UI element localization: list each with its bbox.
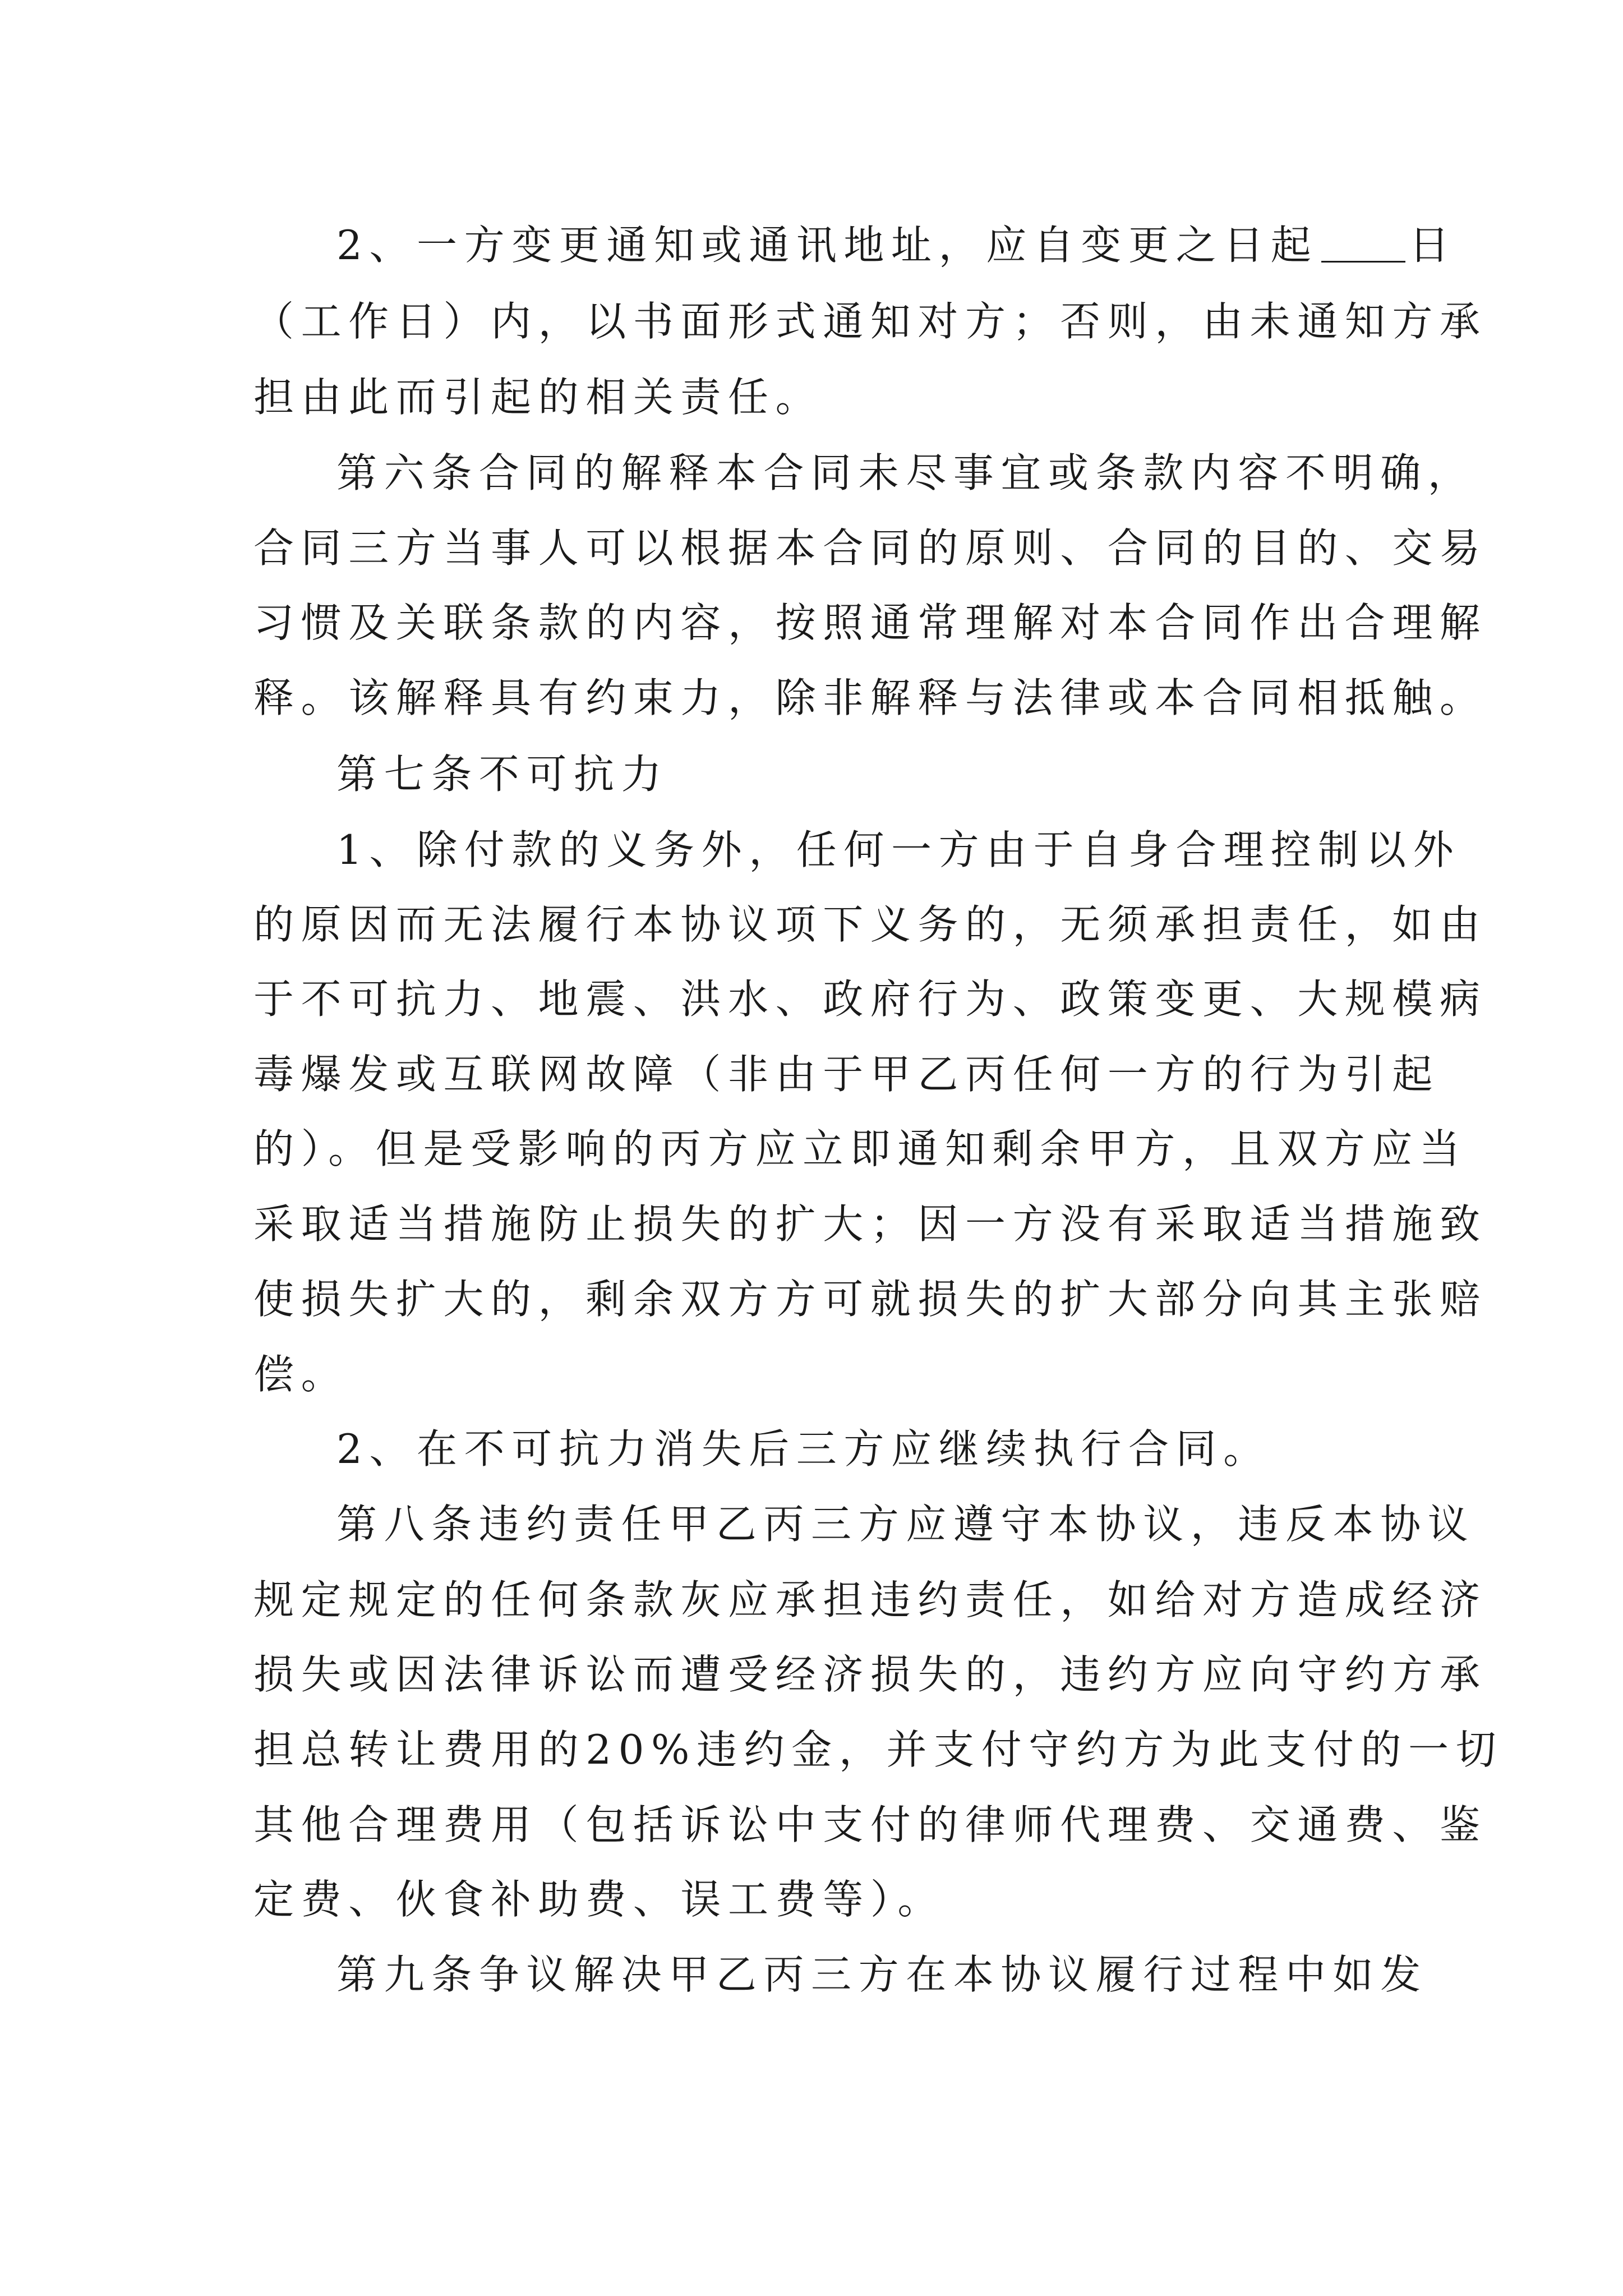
text-line: 合同三方当事人可以根据本合同的原则、合同的目的、交易 <box>253 524 1487 572</box>
text-line: 担总转让费用的20%违约金，并支付守约方为此支付的一切 <box>253 1726 1504 1773</box>
text-line: 规定规定的任何条款灰应承担违约责任，如给对方造成经济 <box>253 1576 1487 1623</box>
fill-in-blank <box>1321 220 1405 263</box>
text-line: 的）。但是受影响的丙方应立即通知剩余甲方，且双方应当 <box>253 1125 1467 1172</box>
text-line: 的原因而无法履行本协议项下义务的，无须承担责任，如由 <box>253 901 1487 948</box>
text-line: 第九条争议解决甲乙丙三方在本协议履行过程中如发 <box>336 1951 1428 1998</box>
text-line: （工作日）内，以书面形式通知对方；否则，由未通知方承 <box>253 298 1487 345</box>
text-line: 习惯及关联条款的内容，按照通常理解对本合同作出合理解 <box>253 599 1487 646</box>
text-line: 采取适当措施防止损失的扩大；因一方没有采取适当措施致 <box>253 1200 1487 1248</box>
text-line: 使损失扩大的，剩余双方方可就损失的扩大部分向其主张赔 <box>253 1276 1487 1323</box>
text-span: 2、一方变更通知或通讯地址，应自变更之日起 <box>336 222 1318 269</box>
text-line: 第六条合同的解释本合同未尽事宜或条款内容不明确， <box>336 449 1476 496</box>
text-line: 1、除付款的义务外，任何一方由于自身合理控制以外 <box>336 826 1461 873</box>
text-line: 担由此而引起的相关责任。 <box>253 374 823 421</box>
text-line: 2、在不可抗力消失后三方应继续执行合同。 <box>336 1425 1271 1473</box>
text-line: 损失或因法律诉讼而遭受经济损失的，违约方应向守约方承 <box>253 1651 1487 1698</box>
text-line: 第八条违约责任甲乙丙三方应遵守本协议，违反本协议 <box>336 1501 1476 1548</box>
text-line: 定费、伙食补助费、误工费等）。 <box>253 1876 946 1923</box>
section-heading: 第七条不可抗力 <box>336 751 669 798</box>
text-span: 日 <box>1409 222 1457 269</box>
text-line: 毒爆发或互联网故障（非由于甲乙丙任何一方的行为引起 <box>253 1051 1440 1098</box>
text-line: 于不可抗力、地震、洪水、政府行为、政策变更、大规模病 <box>253 976 1487 1023</box>
text-line: 释。该解释具有约束力，除非解释与法律或本合同相抵触。 <box>253 674 1487 721</box>
text-line: 其他合理费用（包括诉讼中支付的律师代理费、交通费、鉴 <box>253 1801 1487 1848</box>
text-line: 偿。 <box>253 1351 349 1398</box>
text-line <box>336 217 1456 273</box>
